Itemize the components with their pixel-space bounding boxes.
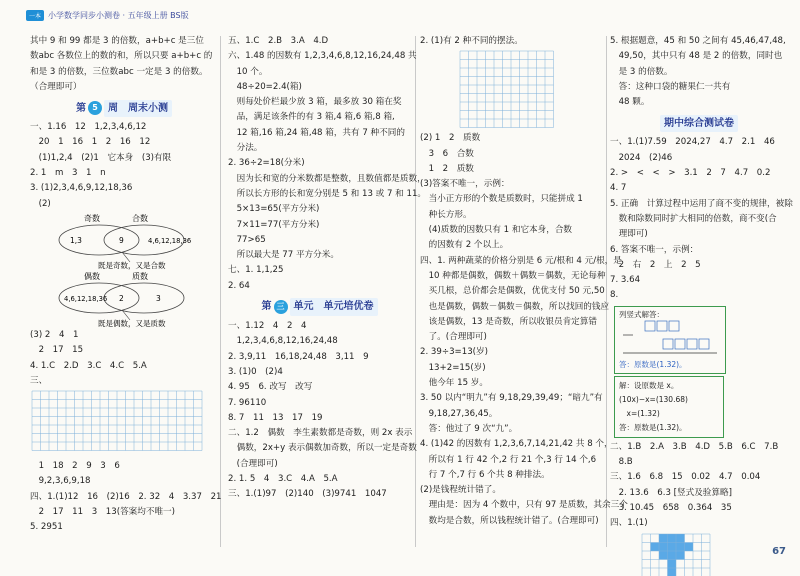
page-number bbox=[772, 546, 786, 557]
arith-answer: 答：原数是(1.32)。 bbox=[619, 359, 687, 369]
section-prefix: 第 bbox=[76, 102, 86, 114]
text-line: 3. (1)2,3,4,6,9,12,18,36 bbox=[30, 183, 133, 194]
text-line: 20 1 16 1 2 16 12 bbox=[30, 137, 151, 148]
shaded-grid-figure bbox=[640, 532, 720, 576]
venn2-left-values: 4,6,12,18,36 bbox=[64, 294, 108, 303]
text-line: 2. 36÷2=18(分米) bbox=[228, 158, 305, 169]
column-1 bbox=[30, 34, 222, 536]
section-title-text: 期中综合测试卷 bbox=[660, 115, 738, 132]
section-prefix: 第 bbox=[261, 301, 272, 313]
text-line: 2. 1. 5 4 3.C 4.A 5.A bbox=[228, 474, 338, 485]
venn1-right-values: 4,6,12,18,36 bbox=[148, 236, 192, 245]
text-line: 2. 13.6 6.3 [竖式及验算略] bbox=[610, 487, 732, 498]
text-line: 种长方形。 bbox=[420, 209, 472, 220]
venn1-left-values: 1,3 bbox=[70, 235, 82, 245]
text-line: (4)质数的因数只有 1 和它本身，合数 bbox=[420, 225, 573, 236]
rectangle-grid-figure bbox=[458, 49, 608, 131]
shaded-cell bbox=[668, 559, 677, 568]
text-line: 3. (1)0 (2)4 bbox=[228, 366, 283, 377]
venn2-right-ellipse bbox=[104, 283, 184, 313]
text-line: 其中 9 和 99 都是 3 的倍数，a+b+c 是三位 bbox=[30, 36, 204, 46]
text-line: 数abc 各数位上的数的和，所以只要 a+b+c 的 bbox=[30, 51, 213, 62]
text-line: 二、1.B 2.A 3.B 4.D 5.B 6.C 7.B bbox=[610, 441, 779, 452]
text-line: 答：这种口袋的糖果仁一共有 bbox=[610, 81, 731, 92]
text-line: 1,2,3,4,6,8,12,16,24,48 bbox=[228, 336, 338, 347]
page-header bbox=[26, 8, 189, 22]
text-line: 10 个。 bbox=[228, 66, 268, 77]
venn1-middle-value: 9 bbox=[119, 235, 124, 245]
shaded-cell bbox=[651, 542, 660, 551]
text-line: 1 18 2 9 3 6 bbox=[30, 461, 120, 472]
text-line: 是 3 的倍数。 bbox=[610, 66, 673, 77]
lines bbox=[30, 459, 222, 535]
text-line: 六、1.48 的因数有 1,2,3,4,6,8,12,16,24,48 共 bbox=[228, 51, 417, 62]
text-line: 48 颗。 bbox=[610, 97, 650, 108]
arith-cells bbox=[617, 319, 725, 359]
text-line: 1 2 质数 bbox=[420, 163, 474, 174]
text-line: 数和除数同时扩大相同的倍数，商不变(合 bbox=[610, 213, 777, 224]
text-line: 所以最大是 77 平方分米。 bbox=[228, 250, 339, 261]
text-line: (2)是钱程统计错了。 bbox=[420, 485, 501, 496]
section-suffix: 周 周末小测 bbox=[104, 100, 172, 117]
shaded-cell bbox=[676, 534, 685, 543]
text-line: 8.B bbox=[610, 457, 633, 468]
column-divider bbox=[220, 36, 221, 547]
text-line: 所以有 1 行 42 个,2 行 21 个,3 行 14 个,6 bbox=[420, 454, 597, 465]
text-line: 49,50，其中只有 48 是 2 的倍数，同时也 bbox=[610, 51, 783, 62]
lines bbox=[610, 135, 793, 303]
shaded-cell bbox=[659, 542, 668, 551]
lines bbox=[30, 120, 218, 212]
text-line: 8. bbox=[610, 290, 619, 301]
lines bbox=[619, 379, 719, 435]
text-line: 2. (1)有 2 种不同的摆法。 bbox=[420, 36, 523, 46]
text-line: 该是偶数，13 是奇数，所以收银员肯定算错 bbox=[420, 316, 597, 327]
text-line: 因为长和宽的分米数都是整数，且数值都是质数， bbox=[228, 173, 426, 184]
text-line: x=(1.32) bbox=[619, 408, 660, 418]
text-line: 2. 3,9,11 16,18,24,48 3,11 9 bbox=[228, 351, 369, 362]
text-line: 一、1.12 4 2 4 bbox=[228, 321, 307, 332]
text-line: 77>65 bbox=[228, 234, 266, 245]
text-line: 9,18,27,36,45。 bbox=[420, 408, 498, 419]
text-line: 偶数，2x+y 表示偶数加奇数，所以一定是奇数 bbox=[228, 443, 417, 454]
text-line: 4. (1)42 的因数有 1,2,3,6,7,14,21,42 共 8 个， bbox=[420, 439, 613, 450]
text-line: 2024 (2)46 bbox=[610, 152, 673, 163]
text-line: 7×11=77(平方分米) bbox=[228, 219, 320, 230]
text-line: 2 右 2 上 2 5 bbox=[610, 259, 701, 270]
text-line: 理即可) bbox=[610, 229, 648, 240]
shaded-cell bbox=[659, 534, 668, 543]
column-divider bbox=[415, 36, 416, 547]
text-line: 2. 1 m 3 1 n bbox=[30, 168, 106, 179]
venn2-left-label: 偶数 bbox=[84, 271, 100, 281]
lines bbox=[610, 34, 788, 110]
lines bbox=[228, 34, 427, 294]
text-line: 一、1.16 12 1,2,3,4,6,12 bbox=[30, 122, 147, 133]
venn2-middle-value: 2 bbox=[119, 293, 124, 303]
page-number-text: 67 bbox=[772, 546, 786, 557]
text-line: 2. 64 bbox=[228, 280, 250, 291]
shaded-cell bbox=[668, 542, 677, 551]
venn2-right-values: 3 bbox=[156, 293, 161, 303]
text-line: 则每处价栏最少放 3 箱，最多放 30 箱在奖 bbox=[228, 97, 402, 108]
text-line: 4. 1.C 2.D 3.C 4.C 5.A bbox=[30, 360, 147, 371]
text-line: 三、1.6 6.8 15 0.02 4.7 0.04 bbox=[610, 472, 761, 483]
text-line: (3)答案不唯一，示例： bbox=[420, 179, 510, 190]
shaded-cell bbox=[676, 551, 685, 560]
header-title: 小学数学同步小测卷 · 五年级上册 BS版 bbox=[48, 10, 189, 20]
venn1-caption: 既是奇数，又是合数 bbox=[98, 260, 166, 270]
text-line: 2 17 11 3 13(答案均不唯一) bbox=[30, 507, 175, 518]
text-line: 5. 2951 bbox=[30, 522, 63, 533]
text-line: 48÷20=2.4(箱) bbox=[228, 81, 302, 92]
shaded-cell bbox=[668, 551, 677, 560]
text-line: 5. 正确 计算过程中运用了商不变的规律，被除 bbox=[610, 198, 793, 209]
section-title bbox=[228, 298, 411, 316]
column-2 bbox=[228, 34, 427, 503]
text-line: 3 6 合数 bbox=[420, 148, 474, 159]
text-line: 当小正方形的个数是质数时，只能拼成 1 bbox=[420, 194, 583, 205]
text-line: 2. > < < > 3.1 2 7 4.7 0.2 bbox=[610, 168, 771, 179]
text-line: 3. 10.45 658 0.364 35 bbox=[610, 502, 732, 513]
vertical-arithmetic-box bbox=[614, 306, 726, 374]
lines bbox=[30, 328, 218, 389]
text-line: 2. 39÷3=13(岁) bbox=[420, 347, 488, 358]
text-line: (10x)−x=(130.68) bbox=[619, 394, 688, 404]
arith-label: 列竖式解答： bbox=[619, 309, 664, 319]
text-line: 和是 3 的倍数，三位数abc 一定是 3 的倍数。 bbox=[30, 66, 208, 77]
section-number: 三 bbox=[274, 300, 288, 314]
shaded-cell bbox=[668, 534, 677, 543]
text-line: 答：原数是(1.32)。 bbox=[619, 422, 687, 432]
text-line: 7. 96110 bbox=[228, 397, 267, 408]
answer-grid bbox=[30, 389, 210, 459]
text-line: 2 17 15 bbox=[30, 345, 84, 356]
lines bbox=[228, 319, 417, 503]
text-line: 二、1.2 偶数 李生素数都是奇数，则 2x 表示 bbox=[228, 428, 413, 439]
text-line: 5. 根据题意，45 和 50 之间有 45,46,47,48, bbox=[610, 36, 786, 46]
text-line: (3) 2 4 1 bbox=[30, 329, 79, 340]
text-line: 了。(合理即可) bbox=[420, 332, 487, 343]
text-line: 三、1.(1)97 (2)140 (3)9741 1047 bbox=[228, 489, 387, 500]
shaded-cell bbox=[668, 568, 677, 576]
venn-diagram-even-prime bbox=[44, 270, 214, 328]
text-line: 行 7 个,7 行 6 个共 8 种排法。 bbox=[420, 469, 550, 480]
text-line: 三、 bbox=[30, 375, 48, 386]
equation-box bbox=[614, 376, 724, 438]
text-line: 理由是：因为 4 个数中，只有 97 是质数，其余三个 bbox=[420, 500, 628, 511]
header-logo: 一本 bbox=[26, 10, 44, 21]
text-line: 8. 7 11 13 17 19 bbox=[228, 412, 323, 423]
text-line: 七、1. 1,1,25 bbox=[228, 265, 284, 276]
shaded-cell bbox=[685, 542, 694, 551]
venn1-right-label: 合数 bbox=[132, 213, 148, 223]
text-line: 四、1.(1) bbox=[610, 518, 648, 529]
section-title bbox=[610, 114, 788, 132]
text-line: 5×13=65(平方分米) bbox=[228, 204, 320, 215]
lines bbox=[30, 34, 218, 95]
text-line: 4. 7 bbox=[610, 183, 627, 194]
section-suffix: 单元 单元培优卷 bbox=[290, 298, 378, 315]
text-line: 10 种都是偶数，偶数＋偶数＝偶数，无论每种 bbox=[420, 270, 606, 281]
text-line: 解：设原数是 x。 bbox=[619, 380, 679, 390]
text-line: 9,2,3,6,9,18 bbox=[30, 476, 91, 487]
text-line: (合理即可) bbox=[228, 458, 278, 469]
text-line: 4. 95 6. 改写 改写 bbox=[228, 382, 313, 393]
text-line: 一、1.(1)7.59 2024,27 4.7 2.1 46 bbox=[610, 137, 775, 148]
text-line: 分法。 bbox=[228, 143, 263, 154]
text-line: 也是偶数，偶数－偶数＝偶数，所以找回的钱应 bbox=[420, 301, 610, 312]
text-line: 五、1.C 2.B 3.A 4.D bbox=[228, 36, 329, 46]
text-line: 7. 3.64 bbox=[610, 275, 641, 286]
section-number: 5 bbox=[88, 101, 102, 115]
venn2-right-label: 质数 bbox=[132, 271, 148, 281]
text-line: 所以长方形的长和宽分别是 5 和 13 或 7 和 11。 bbox=[228, 188, 427, 199]
text-line: (2) bbox=[30, 198, 51, 209]
venn2-caption: 既是偶数，又是质数 bbox=[98, 318, 166, 328]
text-line: 3. 50 以内“明九”有 9,18,29,39,49；“暗九”有 bbox=[420, 393, 603, 404]
column-4 bbox=[610, 34, 793, 576]
venn1-left-label: 奇数 bbox=[84, 213, 100, 223]
text-line: 买几根，总价都会是偶数，优优支付 50 元,50 bbox=[420, 286, 605, 297]
text-line: （合理即可） bbox=[30, 81, 82, 92]
text-line: 四、1. 两种蔬菜的价格分别是 6 元/根和 4 元/根，是 bbox=[420, 255, 622, 266]
lines bbox=[610, 440, 788, 532]
text-line: 四、1.(1)12 16 (2)16 2. 32 4 3.37 21 bbox=[30, 491, 222, 502]
text-line: 数均是合数，所以钱程统计错了。(合理即可) bbox=[420, 515, 599, 526]
section-title bbox=[30, 99, 218, 117]
shaded-cell bbox=[676, 542, 685, 551]
text-line: 他今年 15 岁。 bbox=[420, 378, 488, 389]
text-line: 6. 答案不唯一，示例： bbox=[610, 244, 699, 255]
shaded-cell bbox=[659, 551, 668, 560]
text-line: 的因数有 2 个以上。 bbox=[420, 240, 509, 251]
text-line: (1)1,2,4 (2)1 它本身 (3)有限 bbox=[30, 152, 172, 163]
text-line: 品，满足该条件的有 3 箱,4 箱,6 箱,8 箱, bbox=[228, 112, 395, 123]
text-line: 答：他过了 9 次“九”。 bbox=[420, 423, 518, 434]
lines bbox=[420, 34, 605, 49]
venn-diagram-odd-composite bbox=[44, 212, 214, 270]
text-line: 12 箱,16 箱,24 箱,48 箱，共有 7 种不同的 bbox=[228, 127, 405, 138]
text-line: (2) 1 2 质数 bbox=[420, 133, 481, 144]
text-line: 13+2=15(岁) bbox=[420, 362, 486, 373]
